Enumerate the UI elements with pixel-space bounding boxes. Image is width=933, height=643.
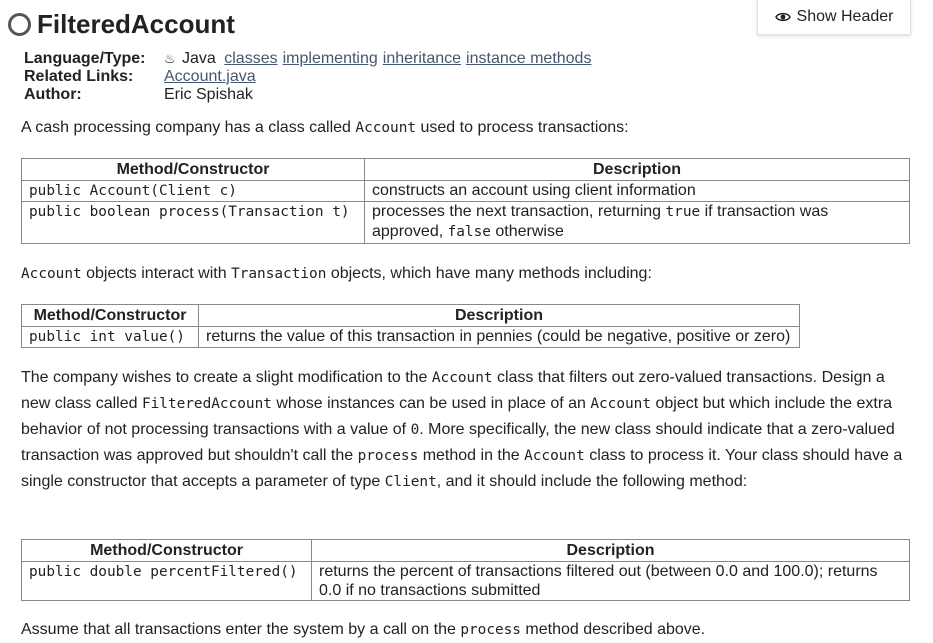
tag-link-instance-methods[interactable]: instance methods — [466, 50, 592, 67]
transaction-paragraph: Account objects interact with Transaction objects, which have many methods including: — [21, 265, 652, 282]
java-icon: ♨ — [164, 51, 176, 66]
table-row: public Account(Client c) constructs an account using client information — [22, 181, 910, 202]
page-title: FilteredAccount — [37, 9, 235, 39]
filtered-account-methods-table — [21, 539, 910, 601]
tag-link-implementing[interactable]: implementing — [282, 50, 378, 67]
show-header-label: Show Header — [796, 8, 894, 25]
related-link-account-java[interactable]: Account.java — [164, 68, 256, 85]
assumption-paragraph: Assume that all transactions enter the system by a call on the process method described above. — [21, 621, 706, 638]
language-label: Language/Type: — [24, 50, 146, 67]
table-header: Description — [312, 540, 910, 562]
table-row: public boolean process(Transaction t) processes the next transaction, returning true if transaction was approved, false otherwise — [22, 202, 910, 244]
show-header-button[interactable] — [757, 0, 911, 35]
task-paragraph: The company wishes to create a slight modification to the Account class that filters out zero-valued transactions. Design a new class called FilteredAccount whose instances can be used in place of an Account object but which include the extra behavior of not processing transactions with a value of 0. More specifically, the new class should indicate that a zero-valued transaction was approved but shouldn't call the process method in the Account class to process it. Your class should have a single constructor that accepts a parameter of type Client, and it should include the following method: — [21, 369, 903, 490]
table-header: Method/Constructor — [22, 159, 365, 181]
language-value: Java — [182, 50, 216, 67]
tag-link-classes[interactable]: classes — [224, 50, 278, 67]
table-header: Method/Constructor — [22, 540, 312, 562]
eye-icon — [775, 11, 791, 23]
table-row: public double percentFiltered() returns the percent of transactions filtered out (between 0.0 and 100.0); returns 0.0 if no transactions submitted — [22, 562, 910, 601]
table-header: Method/Constructor — [22, 305, 199, 327]
title-row — [8, 9, 235, 40]
intro-paragraph: A cash processing company has a class called Account used to process transactions: — [21, 119, 629, 136]
table-header: Description — [199, 305, 800, 327]
author-name: Eric Spishak — [164, 86, 253, 103]
tag-link-inheritance[interactable]: inheritance — [382, 50, 462, 67]
related-links-label: Related Links: — [24, 68, 134, 85]
problem-meta — [24, 50, 596, 104]
table-header: Description — [365, 159, 910, 181]
account-methods-table — [21, 158, 910, 244]
author-label: Author: — [24, 86, 82, 103]
status-circle-icon — [8, 13, 31, 36]
transaction-methods-table — [21, 304, 800, 348]
table-row: public int value() returns the value of this transaction in pennies (could be negative, positive or zero) — [22, 327, 800, 348]
